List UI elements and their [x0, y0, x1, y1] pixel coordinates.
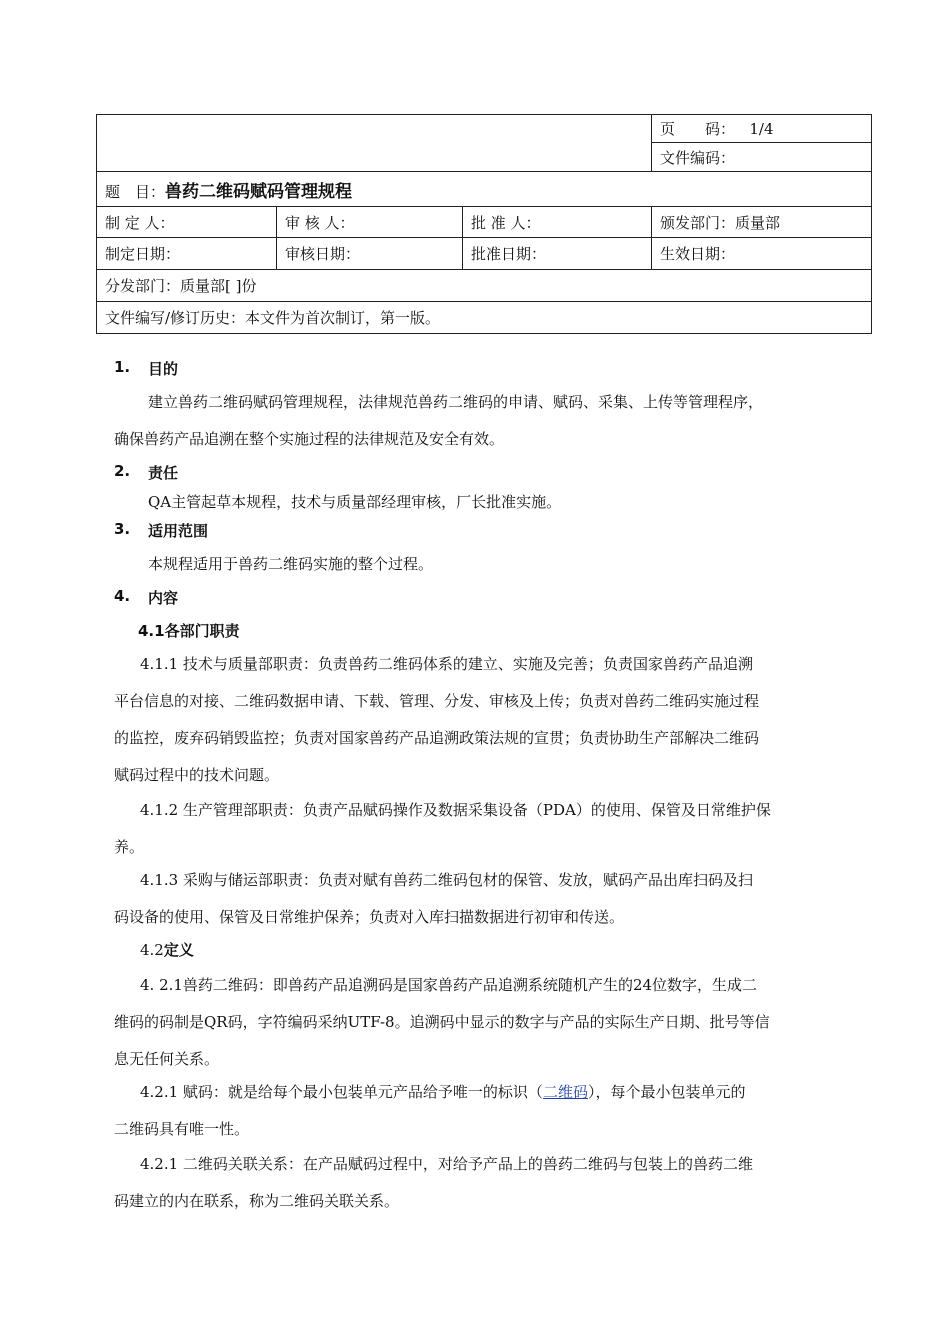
document-title-cell: 题 目：兽药二维码赋码管理规程: [97, 172, 872, 207]
subsection-4-2-title: 定义: [163, 941, 194, 959]
paragraph: 4.2.1 赋码：就是给每个最小包装单元产品给予唯一的标识（二维码），每个最小包装单元的: [140, 1083, 746, 1101]
header-logo-area: [97, 115, 652, 172]
review-date-cell: 审核日期：: [277, 238, 463, 270]
paragraph: 平台信息的对接、二维码数据申请、下载、管理、分发、审核及上传；负责对兽药二维码实施过程: [114, 692, 760, 710]
approver-cell: 批 准 人：: [463, 207, 652, 238]
paragraph: 4.2.1 二维码关联关系：在产品赋码过程中，对给予产品上的兽药二维码与包装上的兽药二维: [140, 1155, 753, 1173]
issuing-dept-cell: 颁发部门：质量部: [652, 207, 872, 238]
section-4-number: 4.: [114, 587, 131, 605]
paragraph: QA主管起草本规程，技术与质量部经理审核，厂长批准实施。: [148, 493, 562, 511]
paragraph: 4.1.2 生产管理部职责：负责产品赋码操作及数据采集设备（PDA）的使用、保管及日常维护保: [140, 801, 771, 819]
subsection-4-2-heading: 4.2定义: [140, 941, 194, 959]
drafter-cell: 制 定 人：: [97, 207, 277, 238]
section-2-number: 2.: [114, 462, 131, 480]
paragraph: 确保兽药产品追溯在整个实施过程的法律规范及安全有效。: [114, 430, 505, 448]
section-3-title: 适用范围: [148, 522, 209, 540]
paragraph: 码设备的使用、保管及日常维护保养；负责对入库扫描数据进行初审和传送。: [114, 908, 625, 926]
reviewer-cell: 审 核 人：: [277, 207, 463, 238]
qr-code-link[interactable]: 二维码: [542, 1083, 588, 1101]
effective-date-cell: 生效日期：: [652, 238, 872, 270]
section-4-title: 内容: [148, 589, 179, 607]
paragraph: 码建立的内在联系，称为二维码关联关系。: [114, 1192, 400, 1210]
draft-date-cell: 制定日期：: [97, 238, 277, 270]
page-number-cell: 页 码： 1/4: [652, 115, 872, 143]
paragraph: 维码的码制是QR码，字符编码采纳UTF-8。追溯码中显示的数字与产品的实际生产日期、批号等信: [114, 1013, 770, 1031]
page-number-value: 1/4: [749, 120, 774, 138]
paragraph: 养。: [114, 838, 145, 856]
paragraph: 4.1.1 技术与质量部职责：负责兽药二维码体系的建立、实施及完善；负责国家兽药产品追溯: [140, 655, 753, 673]
subsection-4-1-title: 4.1各部门职责: [138, 622, 240, 640]
revision-history-cell: 文件编写/修订历史：本文件为首次制订，第一版。: [97, 302, 872, 334]
paragraph: 4. 2.1兽药二维码：即兽药产品追溯码是国家兽药产品追溯系统随机产生的24位数字，生成二: [140, 976, 758, 994]
section-1-title: 目的: [148, 360, 179, 378]
document-header-table: [96, 114, 872, 334]
approve-date-cell: 批准日期：: [463, 238, 652, 270]
distribution-cell: 分发部门：质量部[ ]份: [97, 270, 872, 302]
paragraph: 4.1.3 采购与储运部职责：负责对赋有兽药二维码包材的保管、发放，赋码产品出库扫码及扫: [140, 871, 753, 889]
document-title: 兽药二维码赋码管理规程: [165, 181, 353, 202]
paragraph: 建立兽药二维码赋码管理规程，法律规范兽药二维码的申请、赋码、采集、上传等管理程序，: [148, 393, 764, 411]
paragraph: 本规程适用于兽药二维码实施的整个过程。: [148, 555, 434, 573]
doc-number-cell: 文件编码：: [652, 143, 872, 172]
paragraph: 的监控，废弃码销毁监控；负责对国家兽药产品追溯政策法规的宣贯；负责协助生产部解决二维码: [114, 729, 760, 747]
section-2-title: 责任: [148, 464, 179, 482]
paragraph: 二维码具有唯一性。: [114, 1120, 250, 1138]
section-3-number: 3.: [114, 520, 131, 538]
section-1-number: 1.: [114, 358, 131, 376]
paragraph: 赋码过程中的技术问题。: [114, 766, 280, 784]
paragraph: 息无任何关系。: [114, 1050, 220, 1068]
